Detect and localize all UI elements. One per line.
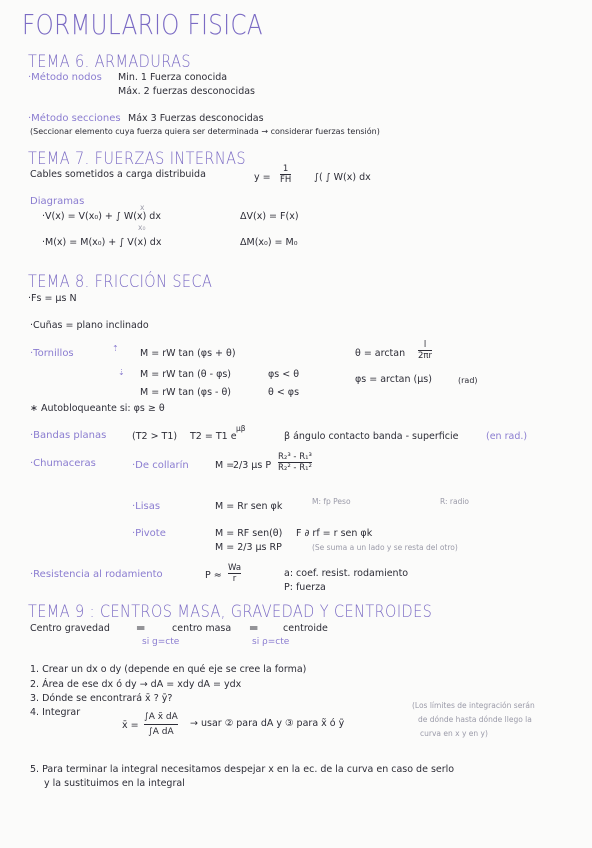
tema7-heading: TEMA 7. FUERZAS INTERNAS <box>28 149 247 169</box>
dm-equation: ΔM(x₀) = M₀ <box>240 237 298 248</box>
rodamiento-fraction <box>228 563 241 584</box>
cable-fraction <box>280 164 291 185</box>
step2: 2. Área de ese dx ó dy → dA = xdy dA = ydx <box>30 679 242 690</box>
limits-note-1: (Los límites de integración serán <box>412 701 535 710</box>
rodamiento-eq: P ≈ <box>205 570 222 581</box>
centroide: centroide <box>283 623 328 634</box>
pivote-f: F ∂ rf = r sen φk <box>296 528 373 539</box>
cable-y: y = <box>254 172 271 183</box>
pivote-eq1: M = RF sen(θ) <box>215 528 283 539</box>
page-title: FORMULARIO FISICA <box>22 8 264 41</box>
theta-fraction <box>418 340 432 361</box>
rodamiento-label: ·Resistencia al rodamiento <box>30 569 163 580</box>
equals-1: ═ <box>137 621 145 635</box>
v-equation: ·V(x) = V(x₀) + ∫ W(x) dx <box>42 211 161 222</box>
tema6-heading: TEMA 6. ARMADURAS <box>28 52 192 72</box>
collarin-eq: M = <box>215 460 235 471</box>
cable-integral: ∫( ∫ W(x) dx <box>314 172 371 183</box>
step5-line2: y la sustituimos en la integral <box>44 778 185 789</box>
collarin-label: ·De collarín <box>132 460 189 471</box>
limits-note-3: curva en x y en y) <box>420 729 488 738</box>
tema9-heading: TEMA 9 : CENTROS MASA, GRAVEDAD Y CENTROIDES <box>28 602 433 622</box>
beta-unit: (en rad.) <box>486 431 528 442</box>
cond-g: si g=cte <box>142 637 180 647</box>
cond2: θ < φs <box>268 387 300 398</box>
nodos-max: Máx. 2 fuerzas desconocidas <box>118 86 255 97</box>
lisas-label: ·Lisas <box>132 501 161 512</box>
cunas-text: ·Cuñas = plano inclinado <box>30 320 149 331</box>
m-equation: ·M(x) = M(x₀) + ∫ V(x) dx <box>42 237 162 248</box>
m-down1-equation: M = rW tan (θ - φs) <box>140 369 232 380</box>
theta-equation: θ = arctan <box>355 348 406 359</box>
tema8-heading: TEMA 8. FRICCIÓN SECA <box>28 272 213 292</box>
metodo-nodos-label: ·Método nodos <box>28 72 102 83</box>
xbar-label: x̄ = <box>122 720 139 731</box>
arrow-down-icon: ⇣ <box>118 368 125 377</box>
pivote-note: (Se suma a un lado y se resta del otro) <box>312 543 458 552</box>
rod-num: Wa <box>228 563 242 573</box>
step4: 4. Integrar <box>30 707 81 718</box>
rod-p: P: fuerza <box>284 582 326 593</box>
phi-equation: φs = arctan (μs) <box>355 374 432 385</box>
lisas-note2: R: radio <box>440 497 470 506</box>
lisas-eq: M = Rr sen φk <box>215 501 283 512</box>
m-down2-equation: M = rW tan (φs - θ) <box>140 387 232 398</box>
xbar-num: ∫A x̃ dA <box>144 712 178 722</box>
step3: 3. Dónde se encontrará x̄ ? ȳ? <box>30 693 173 704</box>
metodo-secciones-label: ·Método secciones <box>28 113 121 124</box>
theta-den: 2πr <box>418 351 433 361</box>
bandas-equation: T2 = T1 e <box>190 431 237 442</box>
xbar-fraction <box>144 710 178 739</box>
rod-a: a: coef. resist. rodamiento <box>284 568 409 579</box>
cond1: φs < θ <box>268 369 300 380</box>
collarin-num: R₂³ - R₁³ <box>278 452 312 462</box>
rod-den: r <box>232 574 237 584</box>
v-limit-bottom: x₀ <box>138 223 146 232</box>
theta-num: l <box>423 340 427 350</box>
cable-num: 1 <box>282 164 289 174</box>
xbar-rest: → usar ② para dA y ③ para x̃ ó ỹ <box>190 718 345 729</box>
centro-gravedad: Centro gravedad <box>30 623 110 634</box>
collarin-fraction <box>278 452 312 473</box>
dv-equation: ΔV(x) = F(x) <box>240 211 299 222</box>
bandas-label: ·Bandas planas <box>30 430 107 441</box>
v-limit-top: x <box>140 203 145 212</box>
tornillos-label: ·Tornillos <box>30 348 74 359</box>
step1: 1. Crear un dx o dy (depende en qué eje se cree la forma) <box>30 664 307 675</box>
centro-masa: centro masa <box>172 623 232 634</box>
cond-rho: si ρ=cte <box>252 637 290 647</box>
secciones-max: Máx 3 Fuerzas desconocidas <box>128 113 264 124</box>
lisas-note1: M: fp Peso <box>312 497 351 506</box>
m-up-equation: M = rW tan (φs + θ) <box>140 348 236 359</box>
phi-unit: (rad) <box>458 376 478 385</box>
step5-line1: 5. Para terminar la integral necesitamos despejar x en la ec. de la curva en caso de serlo <box>30 764 455 775</box>
collarin-den: R₂² - R₁² <box>278 463 312 473</box>
limits-note-2: de dónde hasta dónde llego la <box>418 715 532 724</box>
cables-text: Cables sometidos a carga distribuida <box>30 169 206 180</box>
chumaceras-label: ·Chumaceras <box>30 458 96 469</box>
pivote-eq2: M = 2/3 μs RP <box>215 542 282 553</box>
beta-note: β ángulo contacto banda - superficie <box>284 431 459 442</box>
diagramas-label: Diagramas <box>30 196 85 207</box>
xbar-den: ∫A dA <box>148 727 174 737</box>
nodos-min: Min. 1 Fuerza conocida <box>118 72 228 83</box>
arrow-up-icon: ⇡ <box>112 344 119 353</box>
bandas-cond: (T2 > T1) <box>132 431 178 442</box>
cable-den: FH <box>280 175 292 185</box>
bandas-exponent: μβ <box>236 424 246 433</box>
pivote-label: ·Pivote <box>132 528 166 539</box>
equals-2: ═ <box>250 621 258 635</box>
secciones-note: (Seccionar elemento cuya fuerza quiera ser determinada → considerar fuerzas tensión) <box>30 127 380 136</box>
collarin-factor: 2/3 μs P <box>233 460 272 471</box>
autobloqueante: ∗ Autobloqueante si: φs ≥ θ <box>30 403 165 414</box>
fs-equation: ·Fs = μs N <box>28 293 77 304</box>
